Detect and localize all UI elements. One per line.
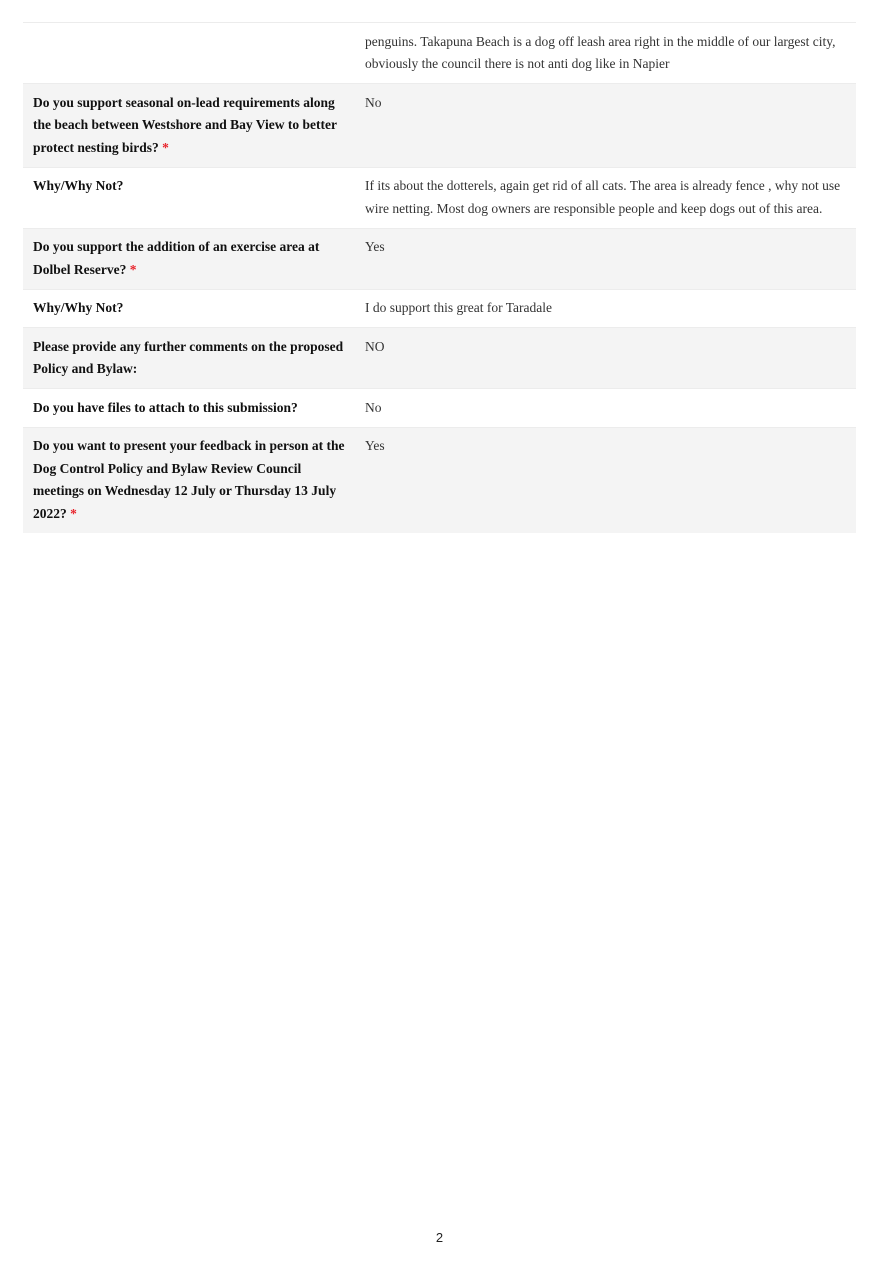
question-text: Please provide any further comments on the proposed Policy and Bylaw:: [33, 338, 344, 376]
required-marker: *: [129, 261, 137, 277]
answer-value: penguins. Takapuna Beach is a dog off leash area right in the middle of our largest city, obviously the council there is not anti dog like in Napier: [365, 33, 836, 71]
question-label: [23, 84, 355, 168]
table-row: [23, 289, 856, 328]
question-label: [23, 23, 355, 84]
table-row: [23, 328, 856, 389]
question-text: Do you support the addition of an exercise area at Dolbel Reserve?: [33, 239, 320, 277]
table-row: [23, 23, 856, 84]
page-number: 2: [435, 1230, 444, 1245]
submission-responses-table: [23, 22, 856, 533]
table-row: [23, 389, 856, 428]
required-marker: *: [70, 505, 77, 521]
question-text: Why/Why Not?: [33, 300, 124, 315]
question-label: [23, 289, 355, 328]
answer-value: I do support this great for Taradale: [365, 300, 552, 315]
question-text: Do you support seasonal on-lead requirements along the beach between Westshore and Bay View to better protect nesting birds?: [33, 94, 337, 155]
required-marker: *: [162, 139, 169, 155]
answer-value: Yes: [365, 438, 385, 453]
answer-value: No: [365, 399, 382, 415]
question-label: [23, 427, 355, 533]
question-label: [23, 328, 355, 389]
question-label: [23, 167, 355, 228]
question-text: Do you have files to attach to this submission?: [33, 399, 298, 415]
answer-value: Yes: [365, 239, 385, 254]
question-text: Do you want to present your feedback in person at the Dog Control Policy and Bylaw Review Council meetings on Wednesday 12 July or Thursday 13 July 2022?: [33, 438, 345, 521]
answer-value: NO: [365, 338, 385, 354]
table-row: [23, 84, 856, 168]
answer-value: No: [365, 94, 382, 110]
question-text: Why/Why Not?: [33, 178, 124, 193]
question-label: [23, 389, 355, 428]
answer-value: If its about the dotterels, again get rid of all cats. The area is already fence , why not use wire netting. Most dog owners are responsible people and keep dogs out of this area.: [365, 178, 841, 216]
table-row: [23, 167, 856, 228]
table-row: [23, 427, 856, 533]
question-label: [23, 228, 355, 289]
table-row: [23, 228, 856, 289]
